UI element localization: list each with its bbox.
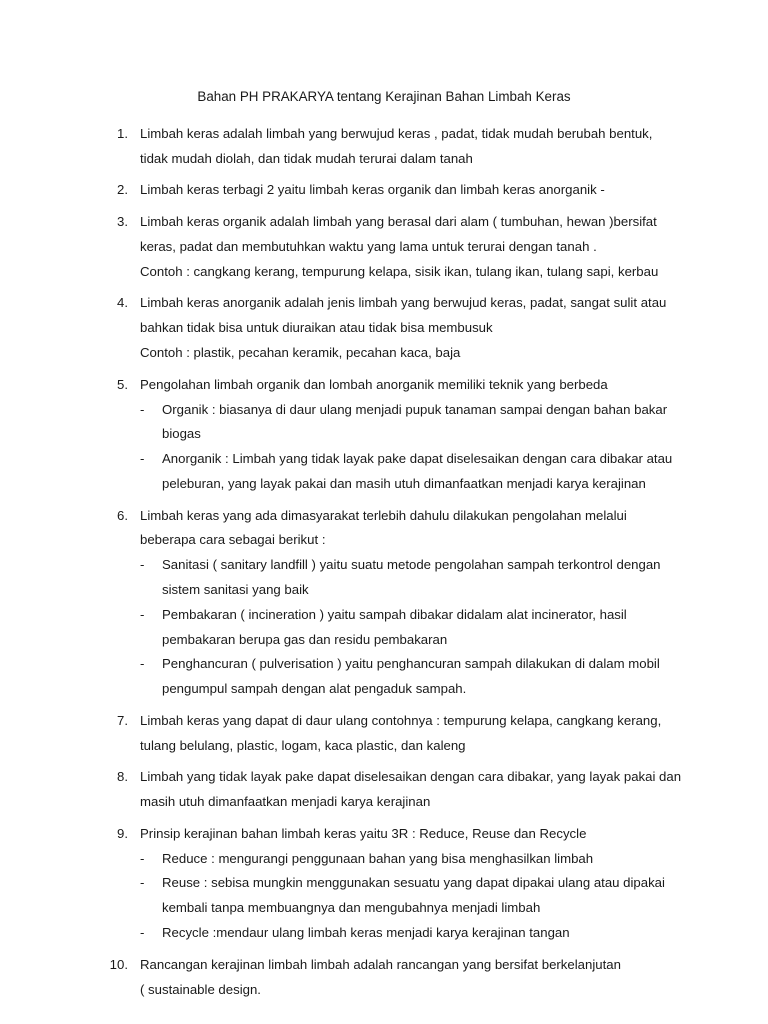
sub-item-text-line: sistem sanitasi yang baik (162, 582, 309, 597)
sub-list-item (140, 871, 768, 921)
item-text-line: tulang belulang, plastic, logam, kaca plastic, dan kaleng (140, 737, 466, 753)
list-item (0, 373, 768, 497)
sub-item-dash: - (140, 656, 145, 672)
item-text-line: Contoh : cangkang kerang, tempurung kelapa, sisik ikan, tulang ikan, tulang sapi, kerbau (140, 263, 659, 279)
item-text-line: Limbah keras terbagi 2 yaitu limbah keras organik dan limbah keras anorganik - (140, 182, 605, 198)
sub-list-item (140, 921, 768, 946)
sub-list-item (140, 847, 768, 872)
sub-item-dash: - (140, 557, 145, 573)
item-number: 3. (117, 214, 128, 230)
list-item (0, 709, 768, 759)
sub-list-item (140, 603, 768, 653)
item-text-line: Limbah keras adalah limbah yang berwujud keras , padat, tidak mudah berubah bentuk, (140, 126, 653, 141)
item-text-line: Limbah keras yang dapat di daur ulang contohnya : tempurung kelapa, cangkang kerang, (140, 712, 662, 728)
list-item (0, 291, 768, 365)
document-title: Bahan PH PRAKARYA tentang Kerajinan Bahan Limbah Keras (197, 89, 571, 104)
list-item (0, 765, 768, 815)
sub-item-text-line: Sanitasi ( sanitary landfill ) yaitu suatu metode pengolahan sampah terkontrol dengan (162, 557, 661, 573)
item-text-line: bahkan tidak bisa untuk diuraikan atau tidak bisa membusuk (140, 320, 493, 336)
sub-item-text-line: Reduce : mengurangi penggunaan bahan yang bisa menghasilkan limbah (162, 850, 594, 866)
item-text-line: Limbah keras anorganik adalah jenis limbah yang berwujud keras, padat, sangat sulit atau (140, 295, 667, 311)
sub-item-text-line: pembakaran berupa gas dan residu pembakaran (162, 631, 448, 647)
sub-item-dash: - (140, 875, 145, 891)
sub-item-text-line: Anorganik : Limbah yang tidak layak pake dapat diselesaikan dengan cara dibakar atau (162, 451, 673, 467)
item-text-line: Limbah keras yang ada dimasyarakat terlebih dahulu dilakukan pengolahan melalui (140, 507, 627, 523)
item-text-line: Limbah yang tidak layak pake dapat diselesaikan dengan cara dibakar, yang layak pakai dan (140, 769, 682, 785)
item-number: 6. (117, 507, 128, 523)
item-text-line: ( sustainable design. (140, 981, 261, 997)
item-text-line: Limbah keras organik adalah limbah yang berasal dari alam ( tumbuhan, hewan )bersifat (140, 214, 657, 230)
list-item (0, 504, 768, 702)
item-text-line: Contoh : plastik, pecahan keramik, pecahan kaca, baja (140, 345, 461, 361)
item-text-line: Pengolahan limbah organik dan lombah anorganik memiliki teknik yang berbeda (140, 376, 608, 392)
item-number: 4. (117, 295, 128, 311)
list-item (0, 178, 768, 203)
sub-item-dash: - (140, 925, 145, 941)
item-number: 7. (117, 712, 128, 728)
list-item (0, 822, 768, 946)
list-item (0, 122, 768, 172)
sub-item-text-line: pengumpul sampah dengan alat pengaduk sampah. (162, 681, 467, 697)
sub-item-text-line: peleburan, yang layak pakai dan masih utuh dimanfaatkan menjadi karya kerajinan (162, 475, 646, 491)
sub-item-text-line: Organik : biasanya di daur ulang menjadi pupuk tanaman sampai dengan bahan bakar (162, 401, 668, 417)
list-item (0, 210, 768, 284)
item-text-line: keras, padat dan membutuhkan waktu yang lama untuk terurai dengan tanah . (140, 238, 597, 254)
list-item (0, 953, 768, 1003)
numbered-list (0, 122, 768, 1009)
sub-item-text-line: kembali tanpa membuangnya dan mengubahnya menjadi limbah (162, 900, 541, 916)
item-text-line: Rancangan kerajinan limbah limbah adalah rancangan yang bersifat berkelanjutan (140, 956, 621, 972)
sub-item-text-line: Recycle :mendaur ulang limbah keras menjadi karya kerajinan tangan (162, 925, 570, 941)
item-number: 1. (117, 126, 128, 141)
sub-item-dash: - (140, 850, 145, 866)
sub-item-dash: - (140, 451, 145, 467)
item-text-line: tidak mudah diolah, dan tidak mudah terurai dalam tanah (140, 150, 473, 166)
sub-list-item (140, 553, 768, 603)
item-text-line: masih utuh dimanfaatkan menjadi karya kerajinan (140, 794, 431, 810)
sub-list-item (140, 447, 768, 497)
sub-item-dash: - (140, 401, 145, 417)
item-number: 2. (117, 182, 128, 198)
sub-item-text-line: Pembakaran ( incineration ) yaitu sampah dibakar didalam alat incinerator, hasil (162, 606, 627, 622)
sub-list-item (140, 652, 768, 702)
item-text-line: Prinsip kerajinan bahan limbah keras yaitu 3R : Reduce, Reuse dan Recycle (140, 825, 587, 841)
item-number: 8. (117, 769, 128, 785)
item-number: 9. (117, 825, 128, 841)
item-text-line: beberapa cara sebagai berikut : (140, 532, 326, 548)
sub-item-text-line: biogas (162, 426, 201, 442)
item-number: 10. (109, 956, 128, 972)
sub-list-item (140, 398, 768, 448)
sub-item-dash: - (140, 606, 145, 622)
sub-item-text-line: Penghancuran ( pulverisation ) yaitu penghancuran sampah dilakukan di dalam mobil (162, 656, 660, 672)
item-number: 5. (117, 376, 128, 392)
sub-item-text-line: Reuse : sebisa mungkin menggunakan sesuatu yang dapat dipakai ulang atau dipakai (162, 875, 665, 891)
